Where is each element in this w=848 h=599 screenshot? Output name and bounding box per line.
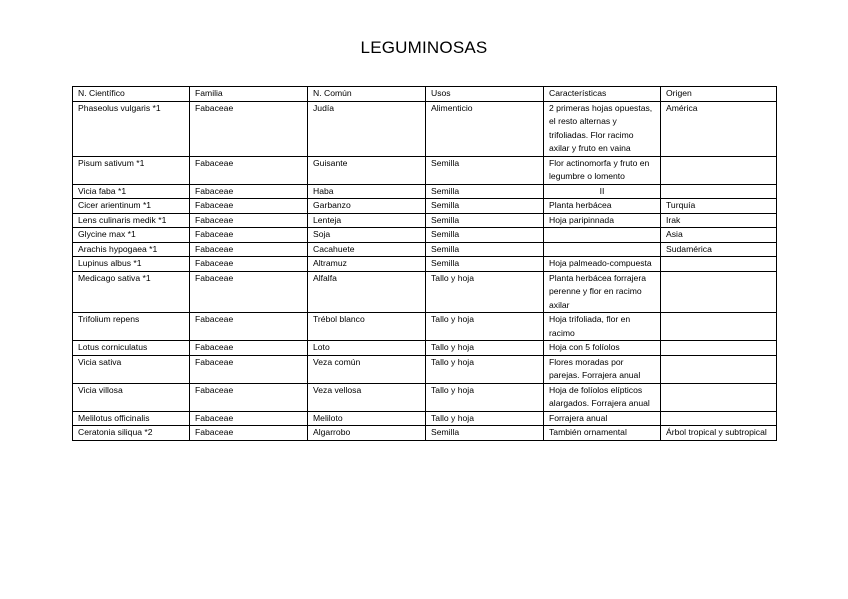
common-name-cell: Algarrobo [308,426,426,441]
characteristics-cell: Hoja palmeado-compuesta [544,257,661,272]
table-row [73,101,777,156]
characteristics-cell: Forrajera anual [544,411,661,426]
page-title: LEGUMINOSAS [360,38,488,57]
uses-cell: Semilla [426,199,544,214]
common-name-cell: Soja [308,228,426,243]
uses-cell: Tallo y hoja [426,411,544,426]
common-name-cell: Guisante [308,156,426,184]
origin-cell [661,156,777,184]
scientific-name-cell: Trifolium repens [73,313,190,341]
scientific-name-cell: Cicer arientinum *1 [73,199,190,214]
common-name-cell: Meliloto [308,411,426,426]
family-cell: Fabaceae [190,411,308,426]
scientific-name-cell: Arachis hypogaea *1 [73,242,190,257]
scientific-name-cell: Vicia villosa [73,383,190,411]
table-row [73,213,777,228]
common-name-cell: Trébol blanco [308,313,426,341]
characteristics-cell [544,242,661,257]
origin-cell [661,411,777,426]
family-cell: Fabaceae [190,257,308,272]
characteristics-cell: Hoja paripinnada [544,213,661,228]
family-cell: Fabaceae [190,101,308,156]
table-row [73,426,777,441]
uses-cell: Tallo y hoja [426,355,544,383]
origin-cell [661,184,777,199]
uses-cell: Semilla [426,184,544,199]
common-name-cell: Judía [308,101,426,156]
origin-cell: Árbol tropical y subtropical [661,426,777,441]
common-name-cell: Veza común [308,355,426,383]
family-cell: Fabaceae [190,228,308,243]
scientific-name-cell: Vicia sativa [73,355,190,383]
uses-cell: Semilla [426,426,544,441]
scientific-name-cell: Vicia faba *1 [73,184,190,199]
uses-cell: Semilla [426,242,544,257]
common-name-cell: Loto [308,341,426,356]
uses-cell: Semilla [426,257,544,272]
origin-cell [661,355,777,383]
characteristics-cell: Hoja trifoliada, flor en racimo [544,313,661,341]
header-scientific-name: N. Científico [73,87,190,102]
origin-cell: Sudamérica [661,242,777,257]
characteristics-cell: Planta herbácea [544,199,661,214]
table-row [73,355,777,383]
header-common-name: N. Común [308,87,426,102]
scientific-name-cell: Medicago sativa *1 [73,271,190,313]
header-uses: Usos [426,87,544,102]
origin-cell [661,257,777,272]
uses-cell: Tallo y hoja [426,341,544,356]
family-cell: Fabaceae [190,426,308,441]
scientific-name-cell: Pisum sativum *1 [73,156,190,184]
common-name-cell: Lenteja [308,213,426,228]
scientific-name-cell: Melilotus officinalis [73,411,190,426]
scientific-name-cell: Lens culinaris medik *1 [73,213,190,228]
table-row [73,411,777,426]
common-name-cell: Garbanzo [308,199,426,214]
uses-cell: Tallo y hoja [426,271,544,313]
legumes-table [72,86,777,441]
table-row [73,271,777,313]
common-name-cell: Cacahuete [308,242,426,257]
origin-cell [661,271,777,313]
family-cell: Fabaceae [190,184,308,199]
scientific-name-cell: Ceratonia siliqua *2 [73,426,190,441]
common-name-cell: Altramuz [308,257,426,272]
uses-cell: Semilla [426,228,544,243]
scientific-name-cell: Lotus corniculatus [73,341,190,356]
table-body [73,101,777,440]
table-row [73,184,777,199]
table-row [73,228,777,243]
origin-cell: Turquía [661,199,777,214]
characteristics-cell: Hoja de folíolos elípticos alargados. Forrajera anual [544,383,661,411]
uses-cell: Tallo y hoja [426,313,544,341]
uses-cell: Tallo y hoja [426,383,544,411]
table-row [73,199,777,214]
uses-cell: Alimenticio [426,101,544,156]
origin-cell: América [661,101,777,156]
table-row [73,156,777,184]
characteristics-cell: Flores moradas por parejas. Forrajera anual [544,355,661,383]
characteristics-cell: Planta herbácea forrajera perenne y flor en racimo axilar [544,271,661,313]
family-cell: Fabaceae [190,199,308,214]
characteristics-cell: Flor actinomorfa y fruto en legumbre o lomento [544,156,661,184]
table-row [73,383,777,411]
common-name-cell: Haba [308,184,426,199]
table-row [73,242,777,257]
origin-cell [661,341,777,356]
table-row [73,257,777,272]
common-name-cell: Veza vellosa [308,383,426,411]
family-cell: Fabaceae [190,341,308,356]
origin-cell: Irak [661,213,777,228]
family-cell: Fabaceae [190,271,308,313]
header-family: Familia [190,87,308,102]
family-cell: Fabaceae [190,156,308,184]
table-header-row [73,87,777,102]
characteristics-cell: Hoja con 5 folíolos [544,341,661,356]
scientific-name-cell: Phaseolus vulgaris *1 [73,101,190,156]
family-cell: Fabaceae [190,383,308,411]
family-cell: Fabaceae [190,213,308,228]
uses-cell: Semilla [426,213,544,228]
family-cell: Fabaceae [190,313,308,341]
family-cell: Fabaceae [190,242,308,257]
origin-cell [661,313,777,341]
origin-cell [661,383,777,411]
characteristics-cell: También ornamental [544,426,661,441]
common-name-cell: Alfalfa [308,271,426,313]
family-cell: Fabaceae [190,355,308,383]
table-row [73,341,777,356]
header-characteristics: Características [544,87,661,102]
origin-cell: Asia [661,228,777,243]
table-row [73,313,777,341]
characteristics-cell: II [544,184,661,199]
uses-cell: Semilla [426,156,544,184]
scientific-name-cell: Glycine max *1 [73,228,190,243]
characteristics-cell: 2 primeras hojas opuestas, el resto alternas y trifoliadas. Flor racimo axilar y fruto en vaina [544,101,661,156]
header-origin: Origen [661,87,777,102]
scientific-name-cell: Lupinus albus *1 [73,257,190,272]
characteristics-cell [544,228,661,243]
